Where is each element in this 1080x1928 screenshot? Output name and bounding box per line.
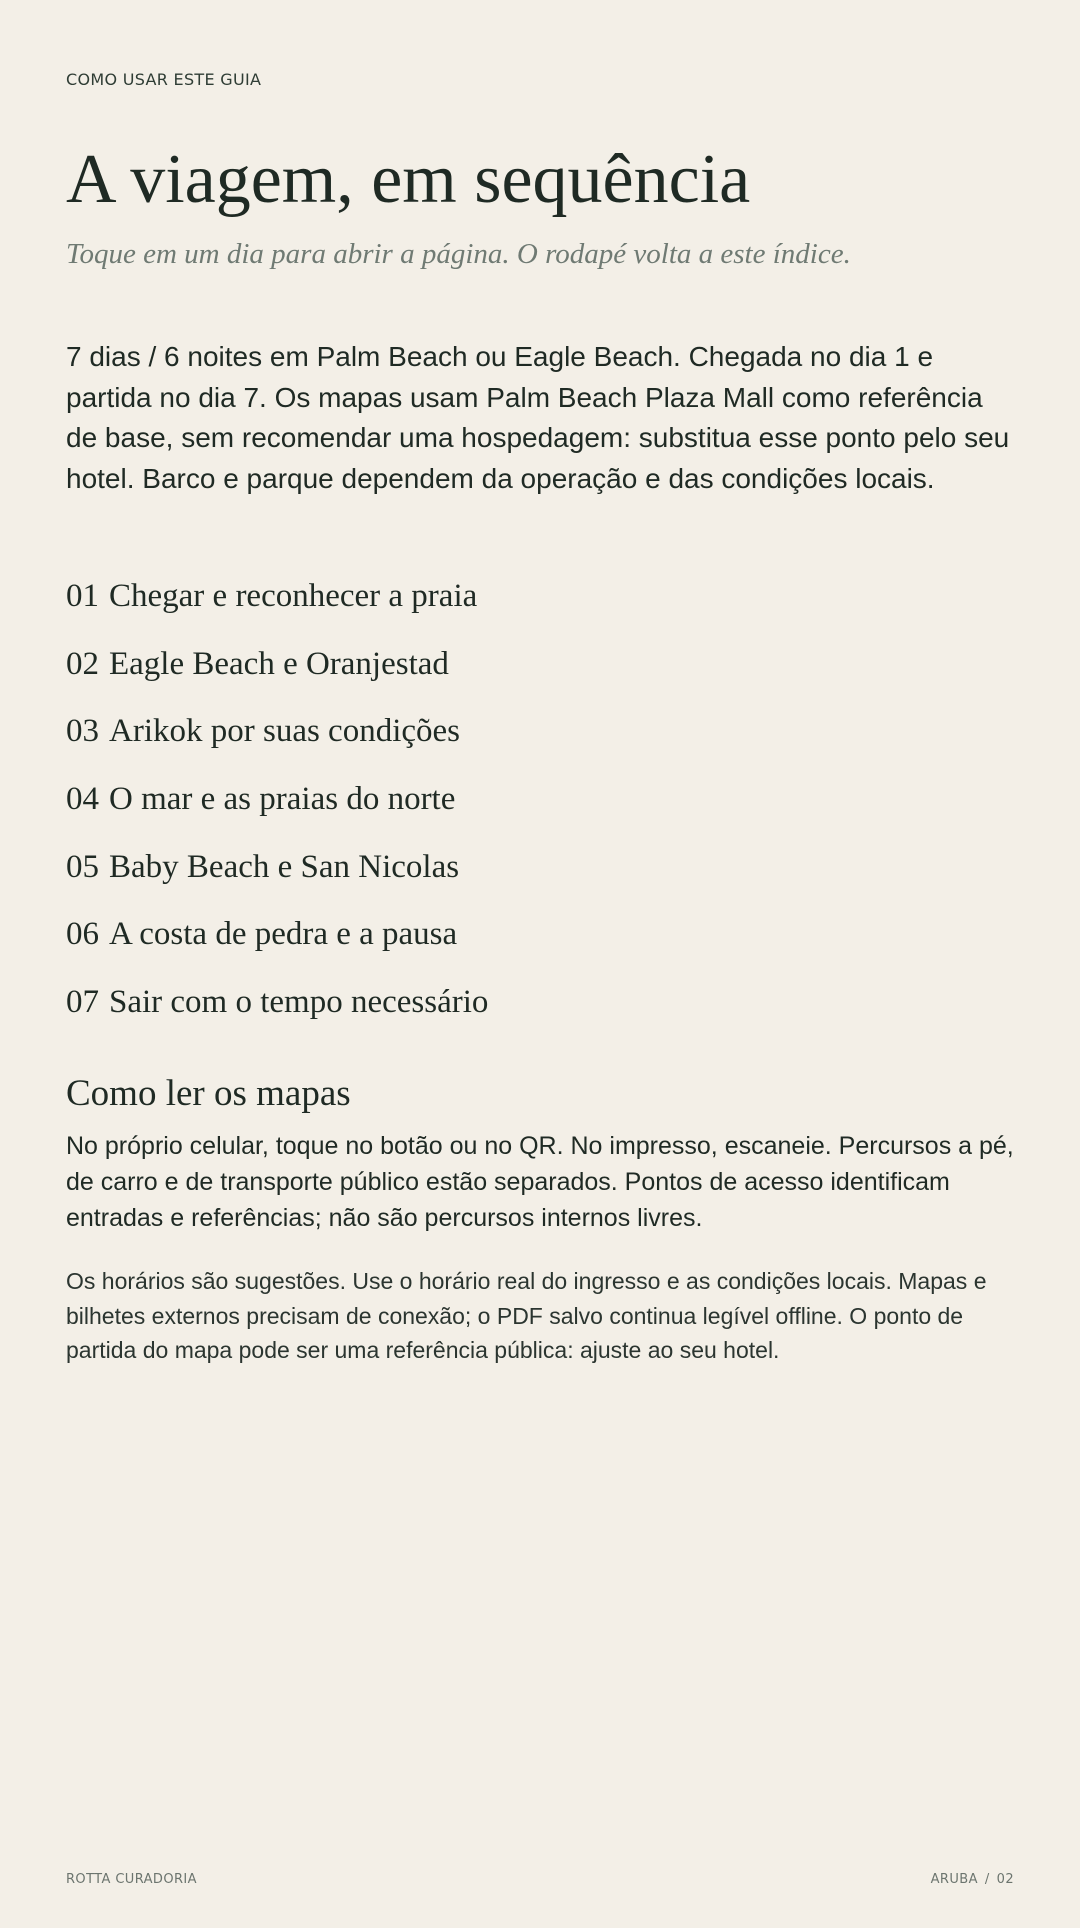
maps-section-title: Como ler os mapas xyxy=(66,1073,351,1114)
day-index-list xyxy=(66,570,488,1044)
footer-page-number: 02 xyxy=(996,1872,1014,1887)
day-label: O mar e as praias do norte xyxy=(109,781,456,818)
day-number: 04 xyxy=(66,781,99,818)
page-title: A viagem, em sequência xyxy=(66,141,751,218)
maps-paragraph-1: No próprio celular, toque no botão ou no QR. No impresso, escaneie. Percursos a pé, de carro e de transporte público estão separados. Pontos de acesso identificam entradas e referências; não são percursos internos livres. xyxy=(66,1132,1014,1232)
day-link-02[interactable] xyxy=(66,638,488,706)
trip-intro: 7 dias / 6 noites em Palm Beach ou Eagle Beach. Chegada no dia 1 e partida no dia 7. Os mapas usam Palm Beach Plaza Mall como referência de base, sem recomendar uma hospedagem: substitua esse ponto pelo seu hotel. Barco e parque dependem da operação e das condições locais. xyxy=(66,341,1010,494)
day-number: 03 xyxy=(66,713,99,750)
day-link-05[interactable] xyxy=(66,841,488,909)
page-subtitle: Toque em um dia para abrir a página. O rodapé volta a este índice. xyxy=(66,238,851,270)
day-link-07[interactable] xyxy=(66,976,488,1044)
day-label: Arikok por suas condições xyxy=(109,713,461,750)
guide-page xyxy=(66,0,1014,1928)
day-link-01[interactable] xyxy=(66,570,488,638)
day-link-04[interactable] xyxy=(66,773,488,841)
day-label: Chegar e reconhecer a praia xyxy=(109,578,478,614)
day-number: 06 xyxy=(66,916,99,953)
day-link-03[interactable] xyxy=(66,705,488,773)
day-number: 01 xyxy=(66,578,99,614)
day-label: Baby Beach e San Nicolas xyxy=(109,848,460,885)
day-label: Sair com o tempo necessário xyxy=(109,984,489,1021)
day-label: A costa de pedra e a pausa xyxy=(109,916,458,953)
footer-destination: ARUBA xyxy=(930,1872,978,1887)
day-number: 05 xyxy=(66,848,99,885)
section-eyebrow: COMO USAR ESTE GUIA xyxy=(66,70,262,89)
footer-separator: / xyxy=(984,1872,990,1887)
maps-paragraph-2: Os horários são sugestões. Use o horário real do ingresso e as condições locais. Mapas e bilhetes externos precisam de conexão; o PDF salvo continua legível offline. O ponto de partida do mapa pode ser uma referência pública: ajuste ao seu hotel. xyxy=(66,1268,987,1363)
day-number: 07 xyxy=(66,984,99,1021)
footer-index-link[interactable] xyxy=(931,1872,1014,1887)
day-link-06[interactable] xyxy=(66,908,488,976)
day-number: 02 xyxy=(66,645,99,682)
footer-brand: ROTTA CURADORIA xyxy=(66,1872,197,1887)
day-label: Eagle Beach e Oranjestad xyxy=(109,645,449,682)
